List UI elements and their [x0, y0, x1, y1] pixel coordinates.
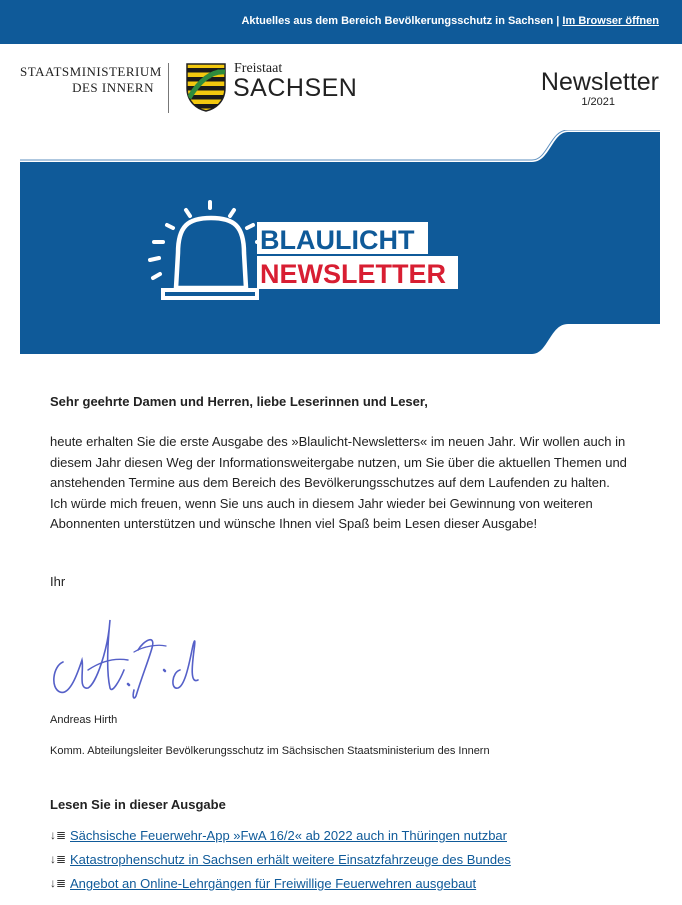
newsletter-title: Newsletter — [540, 68, 659, 96]
open-in-browser-link[interactable]: Im Browser öffnen — [562, 15, 659, 27]
letter-content — [50, 394, 640, 891]
toc-link-online-lehrgaenge[interactable]: Angebot an Online-Lehrgängen für Freiwillige Feuerwehren ausgebaut — [70, 876, 477, 891]
letter-body: heute erhalten Sie die erste Ausgabe des »Blaulicht-Newsletters« im neuen Jahr. Wir wollen auch in diesem Jahr diesen Weg der Informationsweitergabe nutzen, um Sie über die aktuellen Themen und anstehenden Termine aus dem Bereich des Bevölkerungsschutzes auf dem Laufenden zu halten. Ich würde mich freuen, wenn Sie uns auch in diesem Jahr wieder bei Gewinnung von weiteren Abonnenten unterstützen und wünsche Ihnen viel Spaß beim Lesen dieser Ausgabe! — [50, 434, 627, 531]
header — [0, 44, 682, 130]
signatory-role: Komm. Abteilungsleiter Bevölkerungsschutz im Sächsischen Staatsministerium des Innern — [50, 745, 490, 757]
jump-down-icon: ↓≣ — [50, 852, 67, 866]
toc-link-feuerwehr-app[interactable]: Sächsische Feuerwehr-App »FwA 16/2« ab 2022 auch in Thüringen nutzbar — [70, 828, 507, 843]
topbar-tagline: Aktuelles aus dem Bereich Bevölkerungsschutz in Sachsen — [241, 15, 554, 27]
ministry-line-2: DES INNERN — [72, 80, 154, 95]
toc-list — [50, 828, 511, 900]
ministry-line-1: STAATSMINISTERIUM — [20, 64, 162, 79]
ministry-logo-text — [20, 64, 162, 96]
topbar-separator: | — [553, 15, 563, 27]
topbar-text — [241, 15, 659, 27]
toc-item — [50, 852, 511, 876]
state-label-big: SACHSEN — [233, 74, 358, 102]
signature-image — [48, 610, 203, 702]
toc-heading: Lesen Sie in dieser Ausgabe — [50, 797, 226, 812]
jump-down-icon: ↓≣ — [50, 876, 67, 890]
saxony-crest-icon — [185, 62, 227, 112]
toc-item — [50, 876, 511, 900]
jump-down-icon: ↓≣ — [50, 828, 67, 842]
toc-item — [50, 828, 511, 852]
banner-line-1: BLAULICHT — [260, 225, 415, 255]
top-bar — [0, 0, 682, 44]
signatory-name: Andreas Hirth — [50, 714, 118, 726]
banner-line-2: NEWSLETTER — [260, 259, 446, 289]
logo-divider — [168, 63, 169, 113]
state-label-small: Freistaat — [234, 61, 283, 76]
greeting: Sehr geehrte Damen und Herren, liebe Leserinnen und Leser, — [50, 394, 428, 409]
newsletter-issue: 1/2021 — [581, 96, 615, 108]
letter-closing: Ihr — [50, 574, 66, 589]
toc-link-katastrophenschutz[interactable]: Katastrophenschutz in Sachsen erhält weitere Einsatzfahrzeuge des Bundes — [70, 852, 511, 867]
blaulicht-banner — [20, 130, 660, 356]
